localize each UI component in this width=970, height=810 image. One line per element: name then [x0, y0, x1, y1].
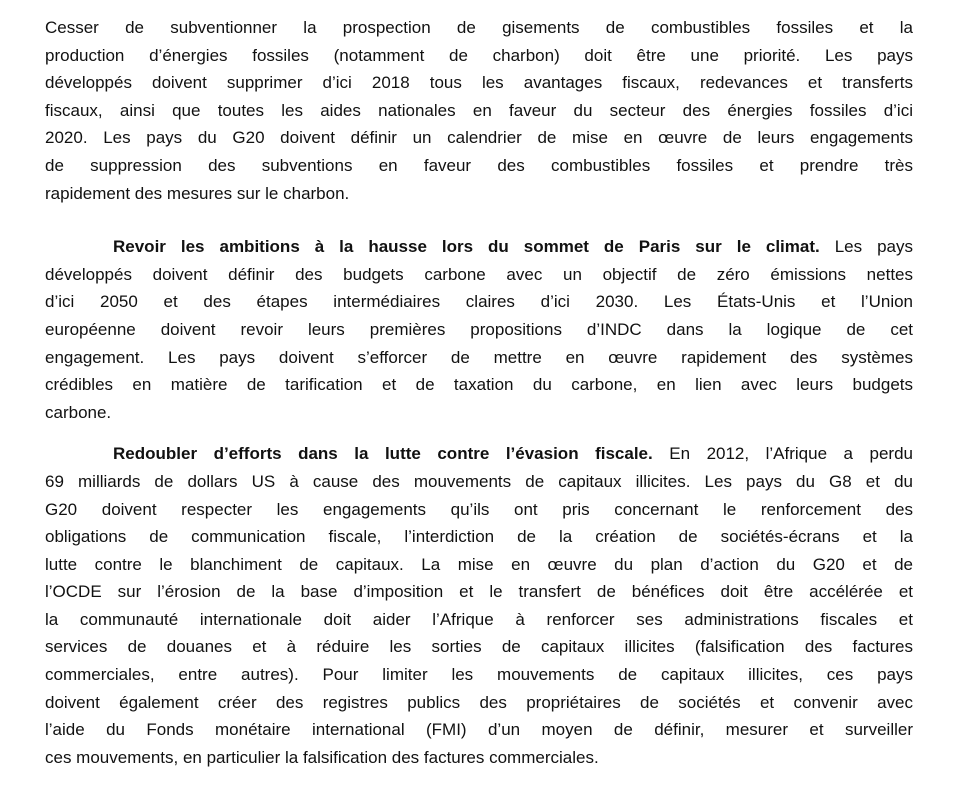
- line-text: ces mouvements, en particulier la falsification des factures commerciales.: [45, 747, 599, 767]
- text-line: [45, 152, 913, 180]
- text-line: [45, 744, 913, 772]
- text-line: [45, 124, 913, 152]
- document-body: [45, 14, 913, 771]
- text-line: [45, 606, 913, 634]
- paragraph-heading: Revoir les ambitions à la hausse lors du sommet de Paris sur le climat.: [113, 237, 820, 257]
- text-line: [45, 661, 913, 689]
- text-line: [45, 288, 913, 316]
- text-line: [45, 468, 913, 496]
- paragraph-fossil-subsidies: [45, 14, 913, 207]
- text-line: [45, 578, 913, 606]
- text-line: [45, 633, 913, 661]
- text-line: [45, 551, 913, 579]
- line-text: 2020. Les pays du G20 doivent définir un calendrier de mise en œuvre de leurs engagements: [45, 128, 913, 148]
- line-text: l’OCDE sur l’érosion de la base d’imposition et le transfert de bénéfices doit être accélérée et: [45, 582, 913, 602]
- text-line: [45, 97, 913, 125]
- text-line: [45, 689, 913, 717]
- line-text: rapidement des mesures sur le charbon.: [45, 183, 350, 203]
- line-text: développés doivent supprimer d’ici 2018 tous les avantages fiscaux, redevances et transferts: [45, 73, 913, 93]
- line-text: G20 doivent respecter les engagements qu’ils ont pris concernant le renforcement des: [45, 499, 913, 519]
- line-text: européenne doivent revoir leurs premières propositions d’INDC dans la logique de cet: [45, 319, 913, 339]
- text-line: [45, 180, 913, 208]
- paragraph-heading: Redoubler d’efforts dans la lutte contre l’évasion fiscale.: [113, 444, 653, 464]
- text-line: [45, 233, 913, 261]
- line-text: doivent également créer des registres publics des propriétaires de sociétés et convenir avec: [45, 692, 913, 712]
- line-text: obligations de communication fiscale, l’interdiction de la création de sociétés-écrans et la: [45, 527, 913, 547]
- line-text: carbone.: [45, 402, 112, 422]
- text-line: [45, 42, 913, 70]
- line-text: production d’énergies fossiles (notamment de charbon) doit être une priorité. Les pays: [45, 45, 913, 65]
- line-text: la communauté internationale doit aider l’Afrique à renforcer ses administrations fiscales et: [45, 609, 913, 629]
- line-text: de suppression des subventions en faveur des combustibles fossiles et prendre très: [45, 155, 913, 175]
- line-text: développés doivent définir des budgets carbone avec un objectif de zéro émissions nettes: [45, 264, 913, 284]
- text-line: [45, 399, 913, 427]
- text-line: [45, 523, 913, 551]
- paragraph-tax-evasion: [45, 440, 913, 771]
- text-line: [45, 371, 913, 399]
- line-text: services de douanes et à réduire les sorties de capitaux illicites (falsification des factures: [45, 637, 913, 657]
- text-line: [45, 69, 913, 97]
- text-line: [45, 344, 913, 372]
- line-text: commerciales, entre autres). Pour limiter les mouvements de capitaux illicites, ces pays: [45, 665, 913, 685]
- line-text: crédibles en matière de tarification et de taxation du carbone, en lien avec leurs budgets: [45, 375, 913, 395]
- line-text: lutte contre le blanchiment de capitaux. La mise en œuvre du plan d’action du G20 et de: [45, 554, 913, 574]
- text-line: [45, 316, 913, 344]
- text-line: [45, 14, 913, 42]
- text-line: [45, 716, 913, 744]
- line-text: l’aide du Fonds monétaire international (FMI) d’un moyen de définir, mesurer et surveiller: [45, 720, 913, 740]
- line-text: Cesser de subventionner la prospection de gisements de combustibles fossiles et la: [45, 18, 913, 37]
- line-text: fiscaux, ainsi que toutes les aides nationales en faveur du secteur des énergies fossiles d’ici: [45, 100, 913, 120]
- text-line: [45, 261, 913, 289]
- line-text: Les pays: [819, 237, 913, 257]
- text-line: [45, 440, 913, 468]
- line-text: 69 milliards de dollars US à cause des mouvements de capitaux illicites. Les pays du G8 et du: [45, 471, 913, 491]
- paragraph-paris-ambitions: [45, 233, 913, 426]
- line-text: d’ici 2050 et des étapes intermédiaires claires d’ici 2030. Les États-Unis et l’Union: [45, 292, 913, 312]
- line-text: En 2012, l’Afrique a perdu: [652, 444, 913, 464]
- text-line: [45, 496, 913, 524]
- line-text: engagement. Les pays doivent s’efforcer de mettre en œuvre rapidement des systèmes: [45, 347, 913, 367]
